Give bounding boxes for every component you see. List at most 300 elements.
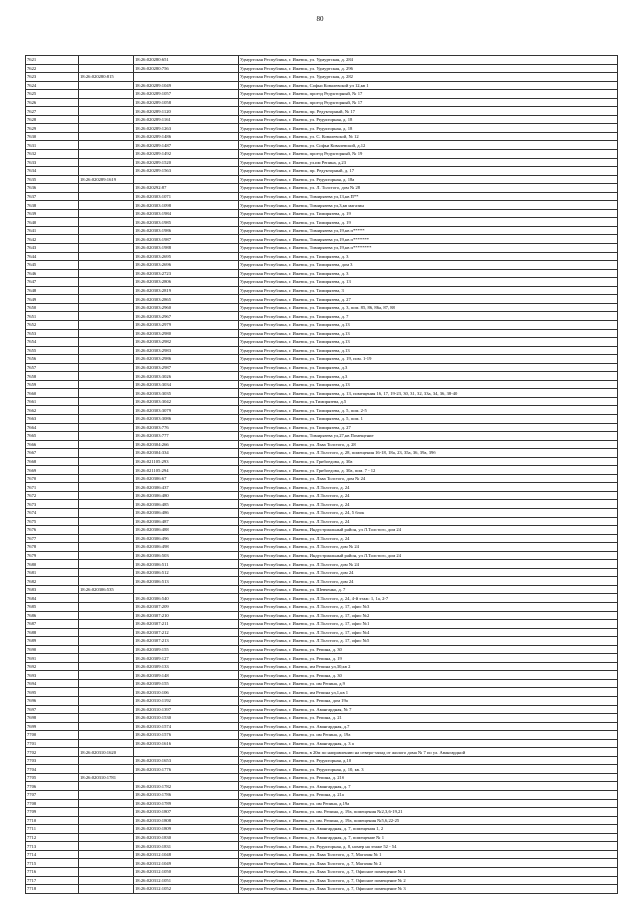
land-cadastral-number-cell xyxy=(79,500,134,509)
building-cadastral-number-cell: 18:26:020280:756 xyxy=(134,64,239,73)
address-cell: Удмуртская Республика, г. Ижевск, ул. Редукторная, д. 10, кв. 3 xyxy=(239,765,618,774)
building-cadastral-number-cell: 18:26:021105:293 xyxy=(134,457,239,466)
building-cadastral-number-cell: 18:26:020303:776 xyxy=(134,423,239,432)
row-number-cell: 7676 xyxy=(26,526,79,535)
land-cadastral-number-cell xyxy=(79,833,134,842)
address-cell: Удмуртская Республика, г. Ижевск, ул. Репина, д. 30 xyxy=(239,671,618,680)
table-row xyxy=(26,611,618,620)
row-number-cell: 7640 xyxy=(26,218,79,227)
table-row xyxy=(26,756,618,765)
land-cadastral-number-cell xyxy=(79,466,134,475)
row-number-cell: 7649 xyxy=(26,295,79,304)
row-number-cell: 7695 xyxy=(26,688,79,697)
building-cadastral-number-cell: 18:26:020289:1563 xyxy=(134,167,239,176)
land-cadastral-number-cell xyxy=(79,346,134,355)
building-cadastral-number-cell: 18:26:020303:2806 xyxy=(134,278,239,287)
row-number-cell: 7687 xyxy=(26,620,79,629)
building-cadastral-number-cell: 18:26:020310:1782 xyxy=(134,782,239,791)
land-cadastral-number-cell xyxy=(79,115,134,124)
address-cell: Удмуртская Республика, г. Ижевск, ул. Удмуртская, д. 284 xyxy=(239,56,618,65)
address-cell: Удмуртская Республика, г. Ижевск, ул. Репина, д. 30 xyxy=(239,645,618,654)
address-cell: Удмуртская Республика, г. Ижевск, ул. Л.Толстого, д. 17, офис №3 xyxy=(239,603,618,612)
row-number-cell: 7710 xyxy=(26,816,79,825)
table-row xyxy=(26,731,618,740)
table-row xyxy=(26,500,618,509)
row-number-cell: 7625 xyxy=(26,90,79,99)
table-row xyxy=(26,329,618,338)
address-cell: Удмуртская Республика, г. Ижевск, ул. Л.Толстого, д. 24 xyxy=(239,534,618,543)
address-cell: Удмуртская Республика, г. Ижевск, им Репина ул,1,кв 1 xyxy=(239,688,618,697)
land-cadastral-number-cell xyxy=(79,491,134,500)
building-cadastral-number-cell: 18:26:020309:155 xyxy=(134,679,239,688)
table-row xyxy=(26,457,618,466)
table-row xyxy=(26,295,618,304)
building-cadastral-number-cell: 18:26:020306:540 xyxy=(134,594,239,603)
building-cadastral-number-cell xyxy=(134,748,239,757)
row-number-cell: 7705 xyxy=(26,773,79,782)
row-number-cell: 7654 xyxy=(26,338,79,347)
row-number-cell: 7641 xyxy=(26,226,79,235)
address-cell: Удмуртская Республика, г. Ижевск, ул. Л.Толстого, д. 24 xyxy=(239,517,618,526)
address-cell: Удмуртская Республика, г. Ижевск, ул. Тимирязева, д.13 xyxy=(239,380,618,389)
address-cell: Удмуртская Республика, г. Ижевск, Индустриальный район, ул Л.Толстого, дом 24 xyxy=(239,551,618,560)
land-cadastral-number-cell xyxy=(79,662,134,671)
address-cell: Удмуртская Республика, г. Ижевск, ул. Авангардная, д. 7 xyxy=(239,782,618,791)
address-cell: Удмуртская Республика, г. Ижевск, ул. им. Репина, д. 19а, помещения №5,6,22-25 xyxy=(239,816,618,825)
building-cadastral-number-cell: 18:26:020303:2982 xyxy=(134,338,239,347)
row-number-cell: 7628 xyxy=(26,115,79,124)
address-cell: Удмуртская Республика, г. Ижевск, ул. Тимирязева, д.3 xyxy=(239,372,618,381)
row-number-cell: 7669 xyxy=(26,466,79,475)
table-row xyxy=(26,414,618,423)
land-cadastral-number-cell xyxy=(79,594,134,603)
land-cadastral-number-cell xyxy=(79,688,134,697)
row-number-cell: 7663 xyxy=(26,414,79,423)
row-number-cell: 7646 xyxy=(26,269,79,278)
address-cell: Удмуртская Республика, г. Ижевск, ул. Тимирязева, д. 3 xyxy=(239,269,618,278)
building-cadastral-number-cell: 18:26:020310:1397 xyxy=(134,705,239,714)
table-row xyxy=(26,56,618,65)
building-cadastral-number-cell: 18:26:020304:334 xyxy=(134,449,239,458)
table-row xyxy=(26,739,618,748)
row-number-cell: 7656 xyxy=(26,355,79,364)
building-cadastral-number-cell: 18:26:020306:513 xyxy=(134,577,239,586)
table-row xyxy=(26,107,618,116)
address-cell: Удмуртская Республика, г. Ижевск, ул. Тимирязева, дом 3 xyxy=(239,261,618,270)
land-cadastral-number-cell xyxy=(79,808,134,817)
address-cell: Удмуртская Республика, г. Ижевск, ул. Л.Толстого, д. 17, офис №4 xyxy=(239,628,618,637)
building-cadastral-number-cell: 18:26:020289:1161 xyxy=(134,115,239,124)
row-number-cell: 7666 xyxy=(26,440,79,449)
address-cell: Удмуртская Республика, г. Ижевск, ул.Тимирязева, д.5 xyxy=(239,397,618,406)
address-cell: Удмуртская Республика, г. Ижевск, ул. Тимирязева, 3 xyxy=(239,286,618,295)
table-row xyxy=(26,867,618,876)
land-cadastral-number-cell xyxy=(79,423,134,432)
address-cell: Удмуртская Республика, г. Ижевск, ул. Тимирязева, д. 5, пом. 1 xyxy=(239,414,618,423)
land-cadastral-number-cell xyxy=(79,363,134,372)
land-cadastral-number-cell xyxy=(79,320,134,329)
table-row xyxy=(26,508,618,517)
table-row xyxy=(26,722,618,731)
land-cadastral-number-cell xyxy=(79,679,134,688)
building-cadastral-number-cell: 18:26:020289:1120 xyxy=(134,107,239,116)
building-cadastral-number-cell: 18:26:020289:1049 xyxy=(134,81,239,90)
address-cell: Удмуртская Республика, г. Ижевск, ул. Авангардная, д.7 xyxy=(239,722,618,731)
land-cadastral-number-cell xyxy=(79,107,134,116)
building-cadastral-number-cell: 18:26:020303:2695 xyxy=(134,252,239,261)
row-number-cell: 7643 xyxy=(26,244,79,253)
land-cadastral-number-cell xyxy=(79,124,134,133)
row-number-cell: 7653 xyxy=(26,329,79,338)
land-cadastral-number-cell xyxy=(79,329,134,338)
row-number-cell: 7629 xyxy=(26,124,79,133)
land-cadastral-number-cell xyxy=(79,449,134,458)
land-cadastral-number-cell xyxy=(79,816,134,825)
address-cell: Удмуртская Республика, г. Ижевск, ул. им Репина, д. 19а xyxy=(239,731,618,740)
table-row xyxy=(26,449,618,458)
row-number-cell: 7642 xyxy=(26,235,79,244)
address-cell: Удмуртская Республика, г. Ижевск, ул. Удмуртская, д. 296 xyxy=(239,64,618,73)
address-cell: Удмуртская Республика, г. Ижевск, ул. Редукторная, д. 18 xyxy=(239,124,618,133)
table-row xyxy=(26,799,618,808)
building-cadastral-number-cell: 18:26:020309:148 xyxy=(134,671,239,680)
row-number-cell: 7661 xyxy=(26,397,79,406)
row-number-cell: 7637 xyxy=(26,192,79,201)
address-cell: Удмуртская Республика, г. Ижевск, ул. Льва Толстого, д. 7, Магазин № 2 xyxy=(239,859,618,868)
address-cell: Удмуртская Республика, г. Ижевск, ул. Авангардная, д. 3 а xyxy=(239,739,618,748)
address-cell: Удмуртская Республика, г. Ижевск, ул. Льва Толстого, д. 7, Офисное помещение № 3 xyxy=(239,885,618,894)
address-cell: Удмуртская Республика, г. Ижевск, ул. Тимирязева, д. 13 xyxy=(239,278,618,287)
address-cell: Удмуртская Республика, г. Ижевск, ул. Тимирязева, д. 19 xyxy=(239,209,618,218)
table-row xyxy=(26,534,618,543)
building-cadastral-number-cell: 18:26:020306:496 xyxy=(134,534,239,543)
land-cadastral-number-cell xyxy=(79,526,134,535)
building-cadastral-number-cell: 18:26:020292:87 xyxy=(134,184,239,193)
building-cadastral-number-cell: 18:26:020306:437 xyxy=(134,483,239,492)
row-number-cell: 7664 xyxy=(26,423,79,432)
row-number-cell: 7651 xyxy=(26,312,79,321)
land-cadastral-number-cell xyxy=(79,654,134,663)
building-cadastral-number-cell: 18:26:020303:2865 xyxy=(134,295,239,304)
table-row xyxy=(26,748,618,757)
land-cadastral-number-cell xyxy=(79,209,134,218)
row-number-cell: 7671 xyxy=(26,483,79,492)
row-number-cell: 7713 xyxy=(26,842,79,851)
building-cadastral-number-cell: 18:26:020303:3086 xyxy=(134,414,239,423)
building-cadastral-number-cell: 18:26:020303:2960 xyxy=(134,303,239,312)
land-cadastral-number-cell xyxy=(79,252,134,261)
land-cadastral-number-cell: 18:26:020280:815 xyxy=(79,73,134,82)
row-number-cell: 7680 xyxy=(26,560,79,569)
building-cadastral-number-cell: 18:26:020303:3042 xyxy=(134,397,239,406)
building-cadastral-number-cell: 18:26:020303:1985 xyxy=(134,218,239,227)
building-cadastral-number-cell: 18:26:021105:294 xyxy=(134,466,239,475)
address-cell: Удмуртская Республика, г. Ижевск, ул. Редукторная, д. 18 xyxy=(239,115,618,124)
building-cadastral-number-cell: 18:26:020310:1809 xyxy=(134,825,239,834)
building-cadastral-number-cell: 18:26:020310:1576 xyxy=(134,731,239,740)
row-number-cell: 7707 xyxy=(26,791,79,800)
address-cell: Удмуртская Республика, г. Ижевск, Индустриальный район, ул Л.Толстого, дом 24 xyxy=(239,526,618,535)
table-row xyxy=(26,372,618,381)
table-row xyxy=(26,380,618,389)
row-number-cell: 7699 xyxy=(26,722,79,731)
row-number-cell: 7655 xyxy=(26,346,79,355)
table-row xyxy=(26,184,618,193)
land-cadastral-number-cell xyxy=(79,508,134,517)
row-number-cell: 7701 xyxy=(26,739,79,748)
land-cadastral-number-cell xyxy=(79,731,134,740)
land-cadastral-number-cell xyxy=(79,81,134,90)
row-number-cell: 7691 xyxy=(26,654,79,663)
building-cadastral-number-cell: 18:26:020310:1808 xyxy=(134,816,239,825)
address-cell: Удмуртская Республика, г. Ижевск, Софьи Ковалевской ул 12,кв 1 xyxy=(239,81,618,90)
table-row xyxy=(26,620,618,629)
table-row xyxy=(26,825,618,834)
land-cadastral-number-cell xyxy=(79,278,134,287)
address-cell: Удмуртская Республика, г. Ижевск, ул. Льва Толстого, д. 28 xyxy=(239,440,618,449)
table-row xyxy=(26,543,618,552)
land-cadastral-number-cell xyxy=(79,842,134,851)
land-cadastral-number-cell xyxy=(79,295,134,304)
row-number-cell: 7652 xyxy=(26,320,79,329)
building-cadastral-number-cell: 18:26:020289:1486 xyxy=(134,132,239,141)
table-row xyxy=(26,124,618,133)
row-number-cell: 7624 xyxy=(26,81,79,90)
table-row xyxy=(26,688,618,697)
land-cadastral-number-cell xyxy=(79,645,134,654)
building-cadastral-number-cell: 18:26:020303:2696 xyxy=(134,261,239,270)
address-cell: Удмуртская Республика, г. Ижевск, ул. Тимирязева, д. 27 xyxy=(239,295,618,304)
address-cell: Удмуртская Республика, г. Ижевск, ул. Л.Толстого, д. 17, офис №2 xyxy=(239,611,618,620)
table-row xyxy=(26,218,618,227)
address-cell: Удмуртская Республика, г. Ижевск, Тимирязева ул,19,кв п***** xyxy=(239,226,618,235)
row-number-cell: 7682 xyxy=(26,577,79,586)
land-cadastral-number-cell xyxy=(79,244,134,253)
address-cell: Удмуртская Республика, г. Ижевск, ул. Л.Толстого, д. 24 xyxy=(239,483,618,492)
building-cadastral-number-cell: 18:26:020310:1653 xyxy=(134,756,239,765)
table-row xyxy=(26,568,618,577)
address-cell: Удмуртская Республика, г. Ижевск, ул. Репина, дом 19а xyxy=(239,697,618,706)
address-cell: Удмуртская Республика, г. Ижевск, ул. Льва Толстого, дом № 24 xyxy=(239,474,618,483)
land-cadastral-number-cell xyxy=(79,850,134,859)
address-cell: Удмуртская Республика, г. Ижевск, ул. Л.Толстого, дом № 24 xyxy=(239,543,618,552)
table-row xyxy=(26,141,618,150)
table-row xyxy=(26,850,618,859)
row-number-cell: 7694 xyxy=(26,679,79,688)
row-number-cell: 7711 xyxy=(26,825,79,834)
table-row xyxy=(26,662,618,671)
land-cadastral-number-cell: 18:26:020306:535 xyxy=(79,585,134,594)
land-cadastral-number-cell xyxy=(79,628,134,637)
address-cell: Удмуртская Республика, г. Ижевск, ул. Софьи Ковалевской, д.12 xyxy=(239,141,618,150)
address-cell: Удмуртская Республика, г. Ижевск, ул. Л.Толстого, дом 24 xyxy=(239,568,618,577)
table-row xyxy=(26,628,618,637)
table-row xyxy=(26,560,618,569)
row-number-cell: 7674 xyxy=(26,508,79,517)
building-cadastral-number-cell: 18:26:020303:1987 xyxy=(134,235,239,244)
table-row xyxy=(26,312,618,321)
row-number-cell: 7704 xyxy=(26,765,79,774)
land-cadastral-number-cell xyxy=(79,791,134,800)
table-row xyxy=(26,423,618,432)
address-cell: Удмуртская Республика, г. Ижевск, ул. Грибоедова, д. 30а, пом. 7 - 12 xyxy=(239,466,618,475)
land-cadastral-number-cell xyxy=(79,201,134,210)
building-cadastral-number-cell: 18:26:020310:1574 xyxy=(134,722,239,731)
building-cadastral-number-cell: 18:26:020310:1789 xyxy=(134,799,239,808)
table-row xyxy=(26,876,618,885)
land-cadastral-number-cell xyxy=(79,543,134,552)
building-cadastral-number-cell: 18:26:020306:486 xyxy=(134,508,239,517)
row-number-cell: 7692 xyxy=(26,662,79,671)
address-cell: Удмуртская Республика, г. Ижевск, ул. Л.Толстого, д. 28, помещения 16-18, 18а, 23, 35а, 36, 39а, 39б xyxy=(239,449,618,458)
address-cell: Удмуртская Республика, г. Ижевск, ул. Л.Толстого, д. 24, 4-й этаж: 1, 1а, 2-7 xyxy=(239,594,618,603)
land-cadastral-number-cell xyxy=(79,867,134,876)
land-cadastral-number-cell xyxy=(79,184,134,193)
row-number-cell: 7698 xyxy=(26,714,79,723)
building-cadastral-number-cell: 18:26:020307:210 xyxy=(134,611,239,620)
table-row xyxy=(26,671,618,680)
row-number-cell: 7632 xyxy=(26,150,79,159)
land-cadastral-number-cell xyxy=(79,355,134,364)
building-cadastral-number-cell: 18:26:020312:1048 xyxy=(134,850,239,859)
row-number-cell: 7627 xyxy=(26,107,79,116)
row-number-cell: 7703 xyxy=(26,756,79,765)
land-cadastral-number-cell xyxy=(79,765,134,774)
table-row xyxy=(26,585,618,594)
land-cadastral-number-cell xyxy=(79,440,134,449)
table-row xyxy=(26,389,618,398)
land-cadastral-number-cell xyxy=(79,286,134,295)
table-row xyxy=(26,714,618,723)
building-cadastral-number-cell: 18:26:020303:3034 xyxy=(134,380,239,389)
row-number-cell: 7709 xyxy=(26,808,79,817)
address-cell: Удмуртская Республика, г. Ижевск, ул. Льва Толстого, д. 7, Магазин № 1 xyxy=(239,850,618,859)
land-cadastral-number-cell xyxy=(79,235,134,244)
building-cadastral-number-cell: 18:26:020303:1071 xyxy=(134,192,239,201)
address-cell: Удмуртская Республика, г. Ижевск, ул. Л.Толстого, дом 24 xyxy=(239,577,618,586)
building-cadastral-number-cell: 18:26:020307:212 xyxy=(134,628,239,637)
land-cadastral-number-cell xyxy=(79,782,134,791)
land-cadastral-number-cell xyxy=(79,534,134,543)
row-number-cell: 7622 xyxy=(26,64,79,73)
land-cadastral-number-cell xyxy=(79,517,134,526)
land-cadastral-number-cell xyxy=(79,150,134,159)
row-number-cell: 7706 xyxy=(26,782,79,791)
address-cell: Удмуртская Республика, г. Ижевск, ул. Шевченко, д. 7 xyxy=(239,585,618,594)
address-cell: Удмуртская Республика, г. Ижевск, ул. Тимирязева, д. 19, пом. 1-19 xyxy=(239,355,618,364)
building-cadastral-number-cell: 18:26:020306:487 xyxy=(134,517,239,526)
table-row xyxy=(26,833,618,842)
row-number-cell: 7684 xyxy=(26,594,79,603)
row-number-cell: 7638 xyxy=(26,201,79,210)
row-number-cell: 7696 xyxy=(26,697,79,706)
building-cadastral-number-cell: 18:26:020310:1776 xyxy=(134,765,239,774)
land-cadastral-number-cell xyxy=(79,756,134,765)
building-cadastral-number-cell: 18:26:020289:1520 xyxy=(134,158,239,167)
address-cell: Удмуртская Республика, г. Ижевск, ул. Тимирязева, д. 3, пом. 85, 86, 86а, 87, 88 xyxy=(239,303,618,312)
land-cadastral-number-cell xyxy=(79,739,134,748)
row-number-cell: 7626 xyxy=(26,98,79,107)
row-number-cell: 7681 xyxy=(26,568,79,577)
row-number-cell: 7673 xyxy=(26,500,79,509)
row-number-cell: 7702 xyxy=(26,748,79,757)
building-cadastral-number-cell: 18:26:020312:1050 xyxy=(134,867,239,876)
table-row xyxy=(26,791,618,800)
row-number-cell: 7621 xyxy=(26,56,79,65)
building-cadastral-number-cell: 18:26:020303:2987 xyxy=(134,363,239,372)
land-cadastral-number-cell xyxy=(79,705,134,714)
land-cadastral-number-cell xyxy=(79,141,134,150)
table-row xyxy=(26,235,618,244)
address-cell: Удмуртская Республика, г. Ижевск, Тимирязева ул,3,кв магазин xyxy=(239,201,618,210)
address-cell: Удмуртская Республика, г. Ижевск, Тимирязева ул,27,кв Помещение xyxy=(239,432,618,441)
address-cell: Удмуртская Республика, г. Ижевск, пр. Редукторный, д. 17 xyxy=(239,167,618,176)
row-number-cell: 7648 xyxy=(26,286,79,295)
row-number-cell: 7658 xyxy=(26,372,79,381)
building-cadastral-number-cell: 18:26:020306:485 xyxy=(134,500,239,509)
building-cadastral-number-cell xyxy=(134,73,239,82)
address-cell: Удмуртская Республика, г. Ижевск, проезд Редукторный, № 19 xyxy=(239,150,618,159)
land-cadastral-number-cell xyxy=(79,389,134,398)
land-cadastral-number-cell xyxy=(79,722,134,731)
row-number-cell: 7700 xyxy=(26,731,79,740)
table-row xyxy=(26,440,618,449)
building-cadastral-number-cell: 18:26:020303:2979 xyxy=(134,320,239,329)
table-row xyxy=(26,816,618,825)
address-cell: Удмуртская Республика, г. Ижевск, проезд Редукторный, № 17 xyxy=(239,98,618,107)
building-cadastral-number-cell: 18:26:020307:209 xyxy=(134,603,239,612)
address-cell: Удмуртская Республика, г. Ижевск, ул. Авангардная, д. 7, помещения 1, 2 xyxy=(239,825,618,834)
row-number-cell: 7688 xyxy=(26,628,79,637)
row-number-cell: 7662 xyxy=(26,406,79,415)
address-cell: Удмуртская Республика, г. Ижевск, ул. Тимирязева, д. 27 xyxy=(239,423,618,432)
building-cadastral-number-cell: 18:26:020310:106 xyxy=(134,688,239,697)
building-cadastral-number-cell: 18:26:020310:1831 xyxy=(134,842,239,851)
table-row xyxy=(26,363,618,372)
building-cadastral-number-cell: 18:26:020303:3026 xyxy=(134,372,239,381)
address-cell: Удмуртская Республика, г. Ижевск, ул. им Репина, д.9 xyxy=(239,679,618,688)
land-cadastral-number-cell xyxy=(79,432,134,441)
building-cadastral-number-cell: 18:26:020306:488 xyxy=(134,526,239,535)
building-cadastral-number-cell: 18:26:020289:1487 xyxy=(134,141,239,150)
row-number-cell: 7672 xyxy=(26,491,79,500)
building-cadastral-number-cell: 18:26:020309:155 xyxy=(134,645,239,654)
table-row xyxy=(26,98,618,107)
table-row xyxy=(26,175,618,184)
table-row xyxy=(26,551,618,560)
address-cell: Удмуртская Республика, г. Ижевск, ул. Удмуртская, д. 282 xyxy=(239,73,618,82)
building-cadastral-number-cell: 18:26:020312:1049 xyxy=(134,859,239,868)
land-cadastral-number-cell xyxy=(79,620,134,629)
address-cell: Удмуртская Республика, г. Ижевск, Тимирязева ул,13,кв П** xyxy=(239,192,618,201)
row-number-cell: 7714 xyxy=(26,850,79,859)
row-number-cell: 7659 xyxy=(26,380,79,389)
table-row xyxy=(26,192,618,201)
address-cell: Удмуртская Республика, г. Ижевск, Тимирязева ул,19,кв п******* xyxy=(239,235,618,244)
row-number-cell: 7639 xyxy=(26,209,79,218)
address-cell: Удмуртская Республика, г. Ижевск, ул. Тимирязева, д. 19 xyxy=(239,218,618,227)
land-cadastral-number-cell xyxy=(79,414,134,423)
table-row xyxy=(26,158,618,167)
table-row xyxy=(26,517,618,526)
building-cadastral-number-cell: 18:26:020310:1192 xyxy=(134,697,239,706)
building-cadastral-number-cell: 18:26:020310:1530 xyxy=(134,714,239,723)
table-row xyxy=(26,859,618,868)
land-cadastral-number-cell xyxy=(79,577,134,586)
row-number-cell: 7631 xyxy=(26,141,79,150)
row-number-cell: 7677 xyxy=(26,534,79,543)
building-cadastral-number-cell: 18:26:020307:213 xyxy=(134,637,239,646)
